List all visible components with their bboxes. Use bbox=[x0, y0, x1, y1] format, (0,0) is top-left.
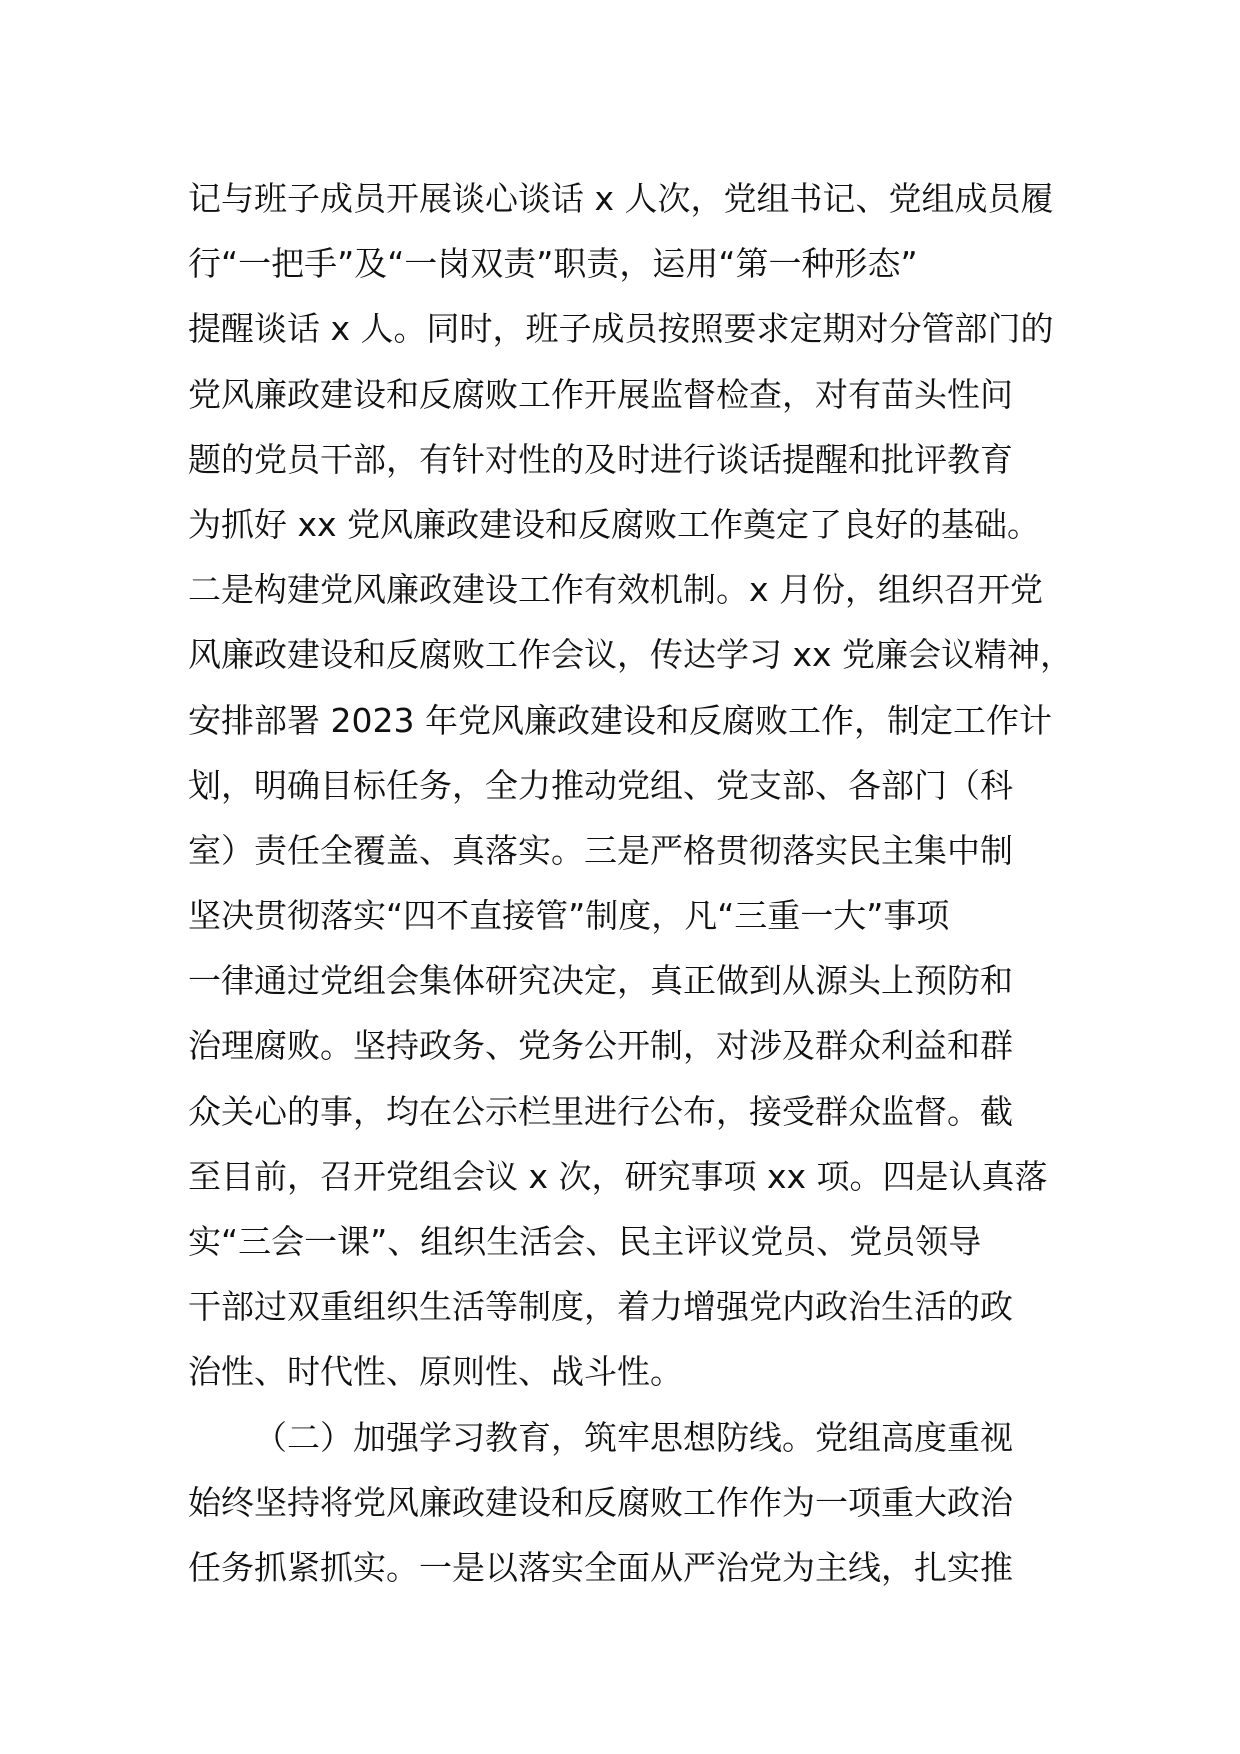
text-line: 提醒谈话 x 人。同时，班子成员按照要求定期对分管部门的 bbox=[188, 309, 1054, 349]
body-text bbox=[188, 166, 1074, 1600]
section-heading-line: （二）加强学习教育，筑牢思想防线。党组高度重视 bbox=[254, 1417, 1013, 1457]
text-line: 室）责任全覆盖、真落实。三是严格贯彻落实民主集中制 bbox=[188, 830, 1013, 870]
text-line: 安排部署 2023 年党风廉政建设和反腐败工作，制定工作计 bbox=[188, 700, 1052, 740]
text-line: 一律通过党组会集体研究决定，真正做到从源头上预防和 bbox=[188, 961, 1013, 1001]
text-line: 划，明确目标任务，全力推动党组、党支部、各部门（科 bbox=[188, 765, 1013, 805]
text-line: 题的党员干部，有针对性的及时进行谈话提醒和批评教育 bbox=[188, 439, 1013, 479]
text-line: 风廉政建设和反腐败工作会议，传达学习 xx 党廉会议精神， bbox=[188, 635, 1074, 675]
text-line: 至目前，召开党组会议 x 次，研究事项 xx 项。四是认真落 bbox=[188, 1156, 1048, 1196]
text-line: 实“三会一课”、组织生活会、民主评议党员、党员领导 bbox=[188, 1222, 982, 1261]
text-line: 治理腐败。坚持政务、党务公开制，对涉及群众利益和群 bbox=[188, 1026, 1013, 1066]
text-line: 记与班子成员开展谈心谈话 x 人次，党组书记、党组成员履 bbox=[188, 179, 1054, 218]
text-line: 坚决贯彻落实“四不直接管”制度，凡“三重一大”事项 bbox=[188, 896, 950, 936]
text-line: 干部过双重组织生活等制度，着力增强党内政治生活的政 bbox=[188, 1287, 1013, 1327]
text-line: 党风廉政建设和反腐败工作开展监督检查，对有苗头性问 bbox=[188, 374, 1013, 414]
text-line: 行“一把手”及“一岗双责”职责，运用“第一种形态” bbox=[188, 244, 918, 284]
text-line: 二是构建党风廉政建设工作有效机制。x 月份，组织召开党 bbox=[188, 570, 1044, 610]
text-line: 始终坚持将党风廉政建设和反腐败工作作为一项重大政治 bbox=[188, 1482, 1013, 1522]
text-line: 任务抓紧抓实。一是以落实全面从严治党为主线，扎实推 bbox=[188, 1547, 1013, 1587]
text-line: 治性、时代性、原则性、战斗性。 bbox=[188, 1352, 683, 1392]
text-line: 为抓好 xx 党风廉政建设和反腐败工作奠定了良好的基础。 bbox=[188, 504, 1041, 544]
text-line: 众关心的事，均在公示栏里进行公布，接受群众监督。截 bbox=[188, 1091, 1013, 1131]
